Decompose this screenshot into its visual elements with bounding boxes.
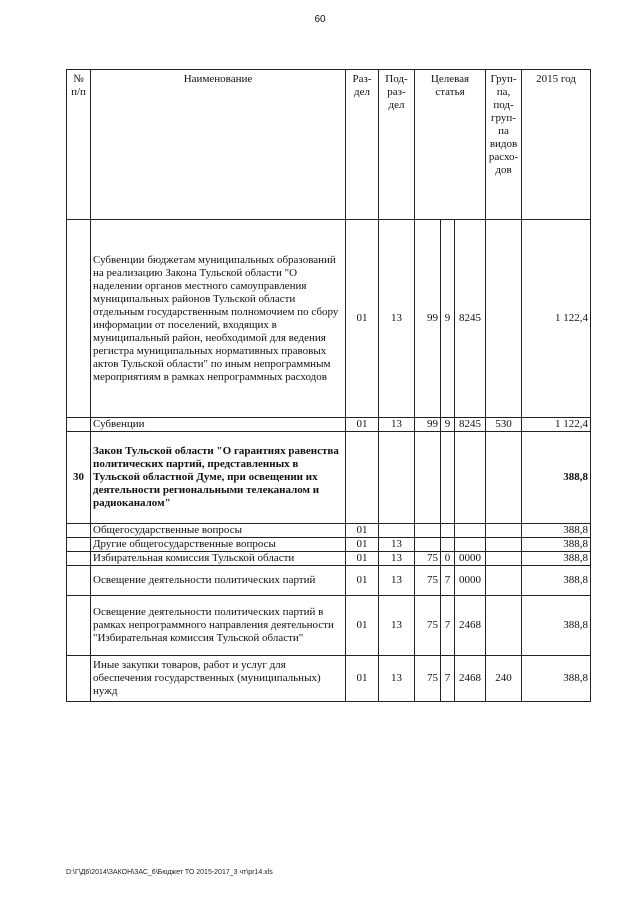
cell-target-direction: 2468 bbox=[455, 656, 486, 702]
cell-podrazdel: 13 bbox=[379, 596, 415, 656]
cell-group: 240 bbox=[486, 656, 522, 702]
cell-podrazdel: 13 bbox=[379, 552, 415, 566]
cell-name: Закон Тульской области "О гарантиях равенства политических партий, представленных в Тульской областной Думе, при освещении их деятельности региональными телеканалом и радиоканалом" bbox=[91, 432, 346, 524]
cell-name: Субвенции бюджетам муниципальных образований на реализацию Закона Тульской области "О наделении органов местного самоуправления муниципальных районов Тульской области отдельным государственным полномочием по сбору информации от поселений, входящих в муниципальный район, необходимой для ведения регистра муниципальных нормативных правовых актов Тульской области" по иным непрограммным мероприятиям в рамках непрограммных расходов bbox=[91, 220, 346, 418]
cell-target-subprogram: 7 bbox=[441, 566, 455, 596]
cell-group bbox=[486, 432, 522, 524]
cell-podrazdel bbox=[379, 524, 415, 538]
cell-target-program: 75 bbox=[415, 596, 441, 656]
cell-num bbox=[67, 220, 91, 418]
table-row bbox=[67, 538, 591, 552]
cell-target-direction bbox=[455, 524, 486, 538]
cell-group bbox=[486, 524, 522, 538]
cell-target-program bbox=[415, 538, 441, 552]
cell-amount: 1 122,4 bbox=[522, 220, 591, 418]
cell-podrazdel bbox=[379, 432, 415, 524]
cell-num bbox=[67, 524, 91, 538]
cell-target-direction: 2468 bbox=[455, 596, 486, 656]
table-row bbox=[67, 524, 591, 538]
cell-name: Другие общегосударственные вопросы bbox=[91, 538, 346, 552]
cell-target-direction bbox=[455, 538, 486, 552]
table-header-row bbox=[67, 70, 591, 220]
cell-razdel: 01 bbox=[346, 656, 379, 702]
cell-target-program: 99 bbox=[415, 418, 441, 432]
cell-target-direction: 8245 bbox=[455, 220, 486, 418]
header-year: 2015 год bbox=[522, 70, 591, 220]
header-razdel: Раз-дел bbox=[346, 70, 379, 220]
cell-target-direction: 0000 bbox=[455, 566, 486, 596]
cell-podrazdel: 13 bbox=[379, 220, 415, 418]
cell-razdel: 01 bbox=[346, 596, 379, 656]
cell-name: Субвенции bbox=[91, 418, 346, 432]
cell-group bbox=[486, 596, 522, 656]
page-number: 60 bbox=[314, 14, 326, 25]
cell-target-subprogram: 0 bbox=[441, 552, 455, 566]
cell-target-subprogram bbox=[441, 538, 455, 552]
cell-target-program: 75 bbox=[415, 552, 441, 566]
header-podrazdel: Под-раз-дел bbox=[379, 70, 415, 220]
cell-podrazdel: 13 bbox=[379, 418, 415, 432]
cell-razdel: 01 bbox=[346, 524, 379, 538]
cell-amount: 388,8 bbox=[522, 432, 591, 524]
cell-target-subprogram: 9 bbox=[441, 220, 455, 418]
cell-target-subprogram bbox=[441, 524, 455, 538]
table-row bbox=[67, 656, 591, 702]
cell-name: Освещение деятельности политических партий bbox=[91, 566, 346, 596]
cell-target-subprogram bbox=[441, 432, 455, 524]
cell-name: Избирательная комиссия Тульской области bbox=[91, 552, 346, 566]
cell-amount: 1 122,4 bbox=[522, 418, 591, 432]
table-row bbox=[67, 418, 591, 432]
cell-target-program bbox=[415, 432, 441, 524]
cell-num bbox=[67, 418, 91, 432]
cell-razdel: 01 bbox=[346, 418, 379, 432]
cell-podrazdel: 13 bbox=[379, 566, 415, 596]
table-row bbox=[67, 566, 591, 596]
cell-amount: 388,8 bbox=[522, 656, 591, 702]
cell-num bbox=[67, 656, 91, 702]
cell-target-subprogram: 9 bbox=[441, 418, 455, 432]
cell-name: Освещение деятельности политических партий в рамках непрограммного направления деятельности "Избирательная комиссия Тульской области" bbox=[91, 596, 346, 656]
table-row bbox=[67, 220, 591, 418]
cell-amount: 388,8 bbox=[522, 596, 591, 656]
cell-group bbox=[486, 538, 522, 552]
table-row bbox=[67, 552, 591, 566]
cell-razdel: 01 bbox=[346, 538, 379, 552]
header-group: Груп-па, под-груп-па видов расхо-дов bbox=[486, 70, 522, 220]
cell-group: 530 bbox=[486, 418, 522, 432]
cell-group bbox=[486, 220, 522, 418]
cell-target-program bbox=[415, 524, 441, 538]
header-num: № п/п bbox=[67, 70, 91, 220]
cell-podrazdel: 13 bbox=[379, 538, 415, 552]
cell-target-direction: 0000 bbox=[455, 552, 486, 566]
header-name: Наименование bbox=[91, 70, 346, 220]
table-body bbox=[67, 220, 591, 702]
cell-podrazdel: 13 bbox=[379, 656, 415, 702]
cell-num: 30 bbox=[67, 432, 91, 524]
cell-razdel bbox=[346, 432, 379, 524]
cell-num bbox=[67, 538, 91, 552]
cell-target-program: 99 bbox=[415, 220, 441, 418]
cell-razdel: 01 bbox=[346, 552, 379, 566]
cell-num bbox=[67, 596, 91, 656]
cell-name: Иные закупки товаров, работ и услуг для обеспечения государственных (муниципальных) нужд bbox=[91, 656, 346, 702]
table-row bbox=[67, 596, 591, 656]
table-row bbox=[67, 432, 591, 524]
cell-target-direction bbox=[455, 432, 486, 524]
cell-group bbox=[486, 552, 522, 566]
cell-amount: 388,8 bbox=[522, 538, 591, 552]
cell-target-direction: 8245 bbox=[455, 418, 486, 432]
cell-target-subprogram: 7 bbox=[441, 656, 455, 702]
cell-razdel: 01 bbox=[346, 566, 379, 596]
cell-amount: 388,8 bbox=[522, 566, 591, 596]
cell-name: Общегосударственные вопросы bbox=[91, 524, 346, 538]
header-target: Целевая статья bbox=[415, 70, 486, 220]
cell-num bbox=[67, 552, 91, 566]
cell-target-subprogram: 7 bbox=[441, 596, 455, 656]
cell-group bbox=[486, 566, 522, 596]
cell-amount: 388,8 bbox=[522, 524, 591, 538]
cell-target-program: 75 bbox=[415, 566, 441, 596]
budget-table bbox=[66, 69, 591, 702]
cell-amount: 388,8 bbox=[522, 552, 591, 566]
cell-num bbox=[67, 566, 91, 596]
file-path-footer: D:\Г\Д6\2014\ЗАКОН\ЗАС_6\Бюджет ТО 2015-2017_3 чт\pr14.xls bbox=[66, 869, 273, 876]
cell-target-program: 75 bbox=[415, 656, 441, 702]
cell-razdel: 01 bbox=[346, 220, 379, 418]
